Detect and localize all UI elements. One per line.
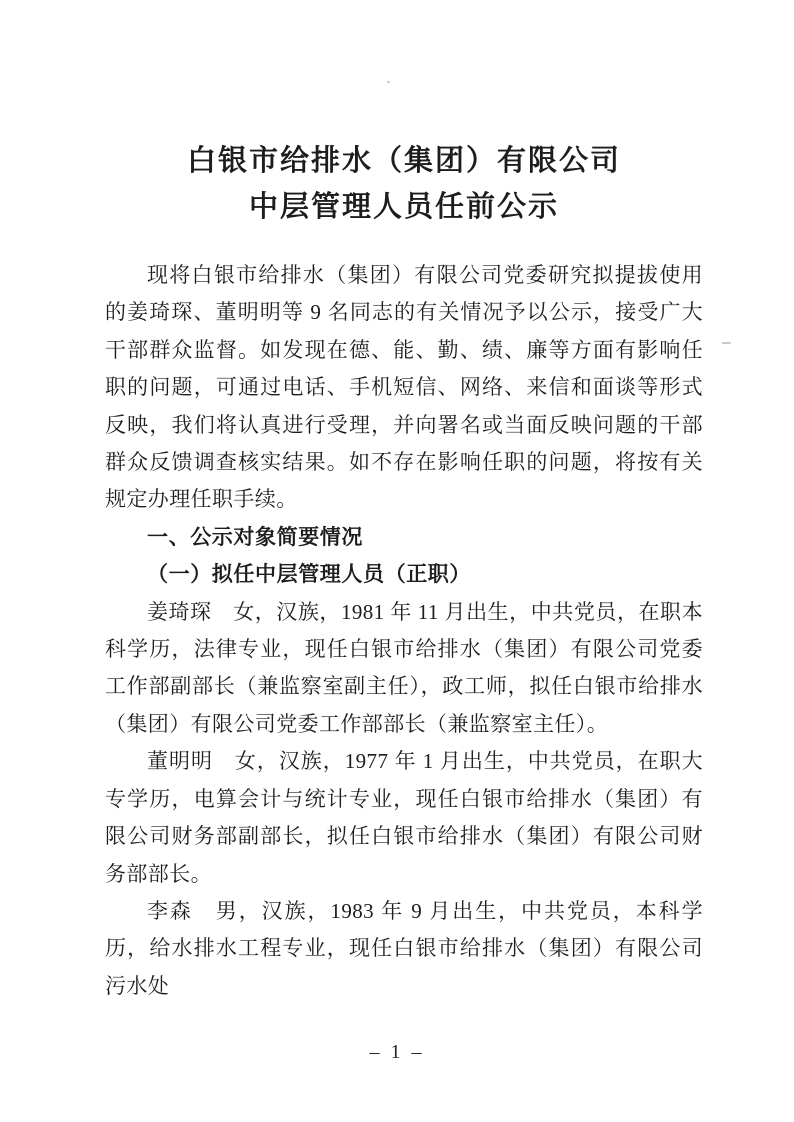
document-body [105,257,703,1005]
scan-artifact-speck [387,81,390,83]
profile-paragraph-dong-mingming: 董明明 女，汉族，1977 年 1 月出生，中共党员，在职大专学历，电算会计与统计专业，现任白银市给排水（集团）有限公司财务部副部长，拟任白银市给排水（集团）有限公司财务部部长。 [105,749,703,886]
page-number: – 1 – [369,1041,425,1063]
profile-paragraph-li-sen: 李森 男，汉族，1983 年 9 月出生，中共党员，本科学历，给水排水工程专业，现任白银市给排水（集团）有限公司污水处 [105,898,703,998]
document-title-line-2: 中层管理人员任前公示 [248,191,559,223]
intro-paragraph: 现将白银市给排水（集团）有限公司党委研究拟提拔使用的姜琦琛、董明明等 9 名同志的有关情况予以公示，接受广大干部群众监督。如发现在德、能、勤、绩、廉等方面有影响任职的问题，可通过电话、手机短信、网络、来信和面谈等形式反映，我们将认真进行受理，并向署名或当面反映问题的干部群众反馈调查核实结果。如不存在影响任职的问题，将按有关规定办理任职手续。 [105,263,703,512]
profile-paragraph-jiang-qichen: 姜琦琛 女，汉族，1981 年 11 月出生，中共党员，在职本科学历，法律专业，现任白银市给排水（集团）有限公司党委工作部副部长（兼监察室副主任），政工师，拟任白银市给排水（集团）有限公司党委工作部部长（兼监察室主任）。 [105,599,703,736]
subsection-heading: （一）拟任中层管理人员（正职） [147,562,471,587]
document-title-line-1: 白银市给排水（集团）有限公司 [186,145,621,177]
scan-artifact-dash [722,342,731,344]
document-title [105,138,703,230]
section-heading: 一、公示对象简要情况 [147,525,363,549]
